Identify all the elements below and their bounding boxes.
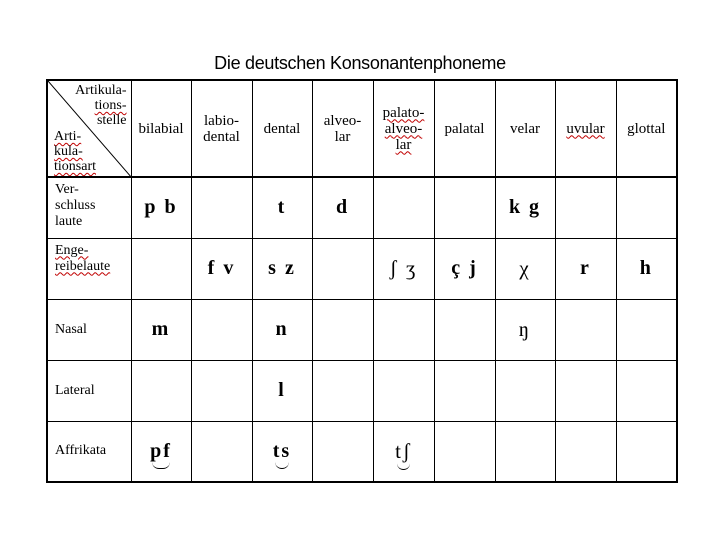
affricate-symbol: tʃ — [395, 438, 412, 463]
row-header-nasal: Nasal — [47, 299, 131, 360]
phoneme-cell — [495, 360, 555, 421]
phoneme-cell: χ — [495, 238, 555, 299]
phoneme-cell: n — [252, 299, 312, 360]
corner-top-label — [75, 83, 126, 128]
phoneme-cell — [373, 421, 434, 482]
phoneme-cell: s z — [252, 238, 312, 299]
corner-top-line: tions- — [94, 98, 127, 113]
phoneme-cell: m — [131, 299, 191, 360]
phoneme-cell: k g — [495, 177, 555, 238]
phoneme-cell — [555, 177, 616, 238]
table-row — [47, 421, 677, 482]
table-row — [47, 299, 677, 360]
col-header-uvular: uvular — [555, 80, 616, 177]
col-header-glottal: glottal — [616, 80, 677, 177]
corner-bottom-line: Arti- — [54, 129, 82, 144]
phoneme-cell: ŋ — [495, 299, 555, 360]
phoneme-cell — [312, 360, 373, 421]
phoneme-cell: p b — [131, 177, 191, 238]
col-header-palatal: palatal — [434, 80, 495, 177]
phoneme-cell — [616, 177, 677, 238]
phoneme-cell — [555, 299, 616, 360]
phoneme-cell — [616, 299, 677, 360]
phoneme-cell — [191, 177, 252, 238]
row-header-lateral: Lateral — [47, 360, 131, 421]
phoneme-cell — [373, 299, 434, 360]
table-row — [47, 238, 677, 299]
affricate-symbol: ts — [272, 439, 292, 462]
phoneme-cell: ʃ ʒ — [373, 238, 434, 299]
phoneme-cell — [434, 421, 495, 482]
col-header-palatoalveolar: palato- alveo- lar — [373, 80, 434, 177]
phoneme-cell — [555, 421, 616, 482]
corner-top-line: Artikula- — [75, 83, 127, 98]
col-header-dental: dental — [252, 80, 312, 177]
phoneme-cell: ç j — [434, 238, 495, 299]
corner-bottom-line: tionsart — [54, 159, 96, 174]
phoneme-cell — [312, 299, 373, 360]
phoneme-cell — [616, 421, 677, 482]
col-header-alveolar: alveo- lar — [312, 80, 373, 177]
phoneme-cell — [191, 421, 252, 482]
phoneme-cell — [434, 299, 495, 360]
row-header-engereibelaute: Enge- reibelaute — [47, 238, 131, 299]
phoneme-cell — [616, 360, 677, 421]
phoneme-cell — [191, 360, 252, 421]
consonant-table — [46, 79, 678, 483]
phoneme-cell: t — [252, 177, 312, 238]
phoneme-cell — [555, 360, 616, 421]
phoneme-cell: d — [312, 177, 373, 238]
col-header-bilabial: bilabial — [131, 80, 191, 177]
phoneme-cell — [252, 421, 312, 482]
phoneme-cell — [131, 360, 191, 421]
phoneme-cell — [312, 238, 373, 299]
phoneme-cell — [434, 360, 495, 421]
phoneme-cell — [373, 360, 434, 421]
phoneme-cell — [373, 177, 434, 238]
row-header-affrikata: Affrikata — [47, 421, 131, 482]
phoneme-cell: l — [252, 360, 312, 421]
corner-cell — [47, 80, 131, 177]
table-row — [47, 360, 677, 421]
corner-bottom-label — [54, 129, 96, 174]
row-header-verschlusslaute: Ver- schluss laute — [47, 177, 131, 238]
page-title: Die deutschen Konsonantenphoneme — [214, 53, 506, 73]
col-header-velar: velar — [495, 80, 555, 177]
phoneme-cell — [191, 299, 252, 360]
col-header-labiodental: labio- dental — [191, 80, 252, 177]
header-row — [47, 80, 677, 177]
phoneme-cell — [434, 177, 495, 238]
phoneme-cell: r — [555, 238, 616, 299]
phoneme-cell — [312, 421, 373, 482]
corner-bottom-line: kula- — [54, 144, 83, 159]
table-row — [47, 177, 677, 238]
corner-top-line: stelle — [96, 113, 127, 128]
phoneme-cell: h — [616, 238, 677, 299]
phoneme-cell — [495, 421, 555, 482]
phoneme-cell: f v — [191, 238, 252, 299]
edge-mark — [676, 181, 678, 199]
phoneme-cell — [131, 238, 191, 299]
phoneme-cell — [131, 421, 191, 482]
affricate-symbol: pf — [150, 439, 172, 462]
